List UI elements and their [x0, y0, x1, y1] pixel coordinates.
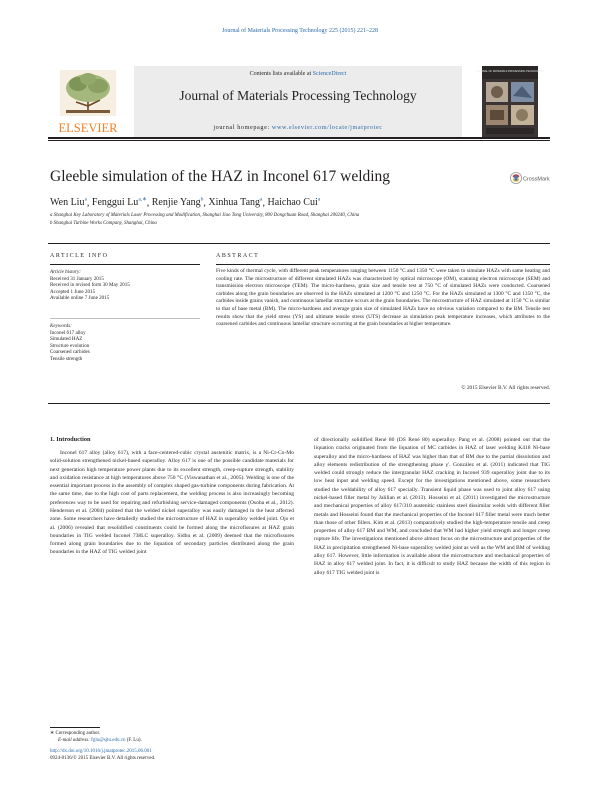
keyword: Coarsened carbides	[50, 349, 90, 355]
article-info-rule	[50, 264, 200, 265]
email-link[interactable]: fglu@sjtu.edu.cn	[91, 738, 126, 743]
author-list: Wen Liu$^a$, Fenggui $Lu^{a,∗}$, Renjie Yang$^b$, Xinhua Tang$^a$, Haichao Cui$^a$	[50, 197, 321, 209]
journal-cover-image	[468, 66, 548, 138]
issn-line: 0924-0136/© 2015 Elsevier B.V. All rights reserved.	[50, 756, 156, 761]
paragraph: of directionally solidified René 80 (DS René 80) superalloy. Pang et al. (2008) pointed out that the liquation cracks originated from the liquation of MC carbides in HAZ of laser welding K418 Ni-base superalloy and the micro-hardness of HAZ was higher than that of BM due to the partial dissolution and alloy elements redistribution of the strengthening phase γ′. González et al. (2011) indicated that TIG welded could strongly reduce the intergranular HAZ cracking in Inconel 939 superalloy joint due to its low heat input and welding speed. Except for the investigations mentioned above, some researchers studied the weldability of alloy 617 specially. Transient liquid phase was used to joint alloy 617 using nickel-based filler metal by Jalilian et al. (2013). Hosseini et al. (2011) investigated the microstructure and mechanical properties of alloy 617/310 austenitic stainless steel dissimilar welds with different filler metals and Hosseini found that the mechanical properties of the Inconel 617 filler metal were much better than those of other fillers. Kim et al. (2013) comparatively studied the high-temperature tensile and creep properties of alloy 617 BM and WM, and concluded that WM had higher yield strength and longer creep rupture life. The investigations mentioned above almost focus on the microstructure and properties of the HAZ in precipitation strengthened Ni-base superalloy welded joint as well as the WM and BM of welding alloy 617. However, little information is available about the microstructure and mechanical properties of HAZ in alloy 617 welded joint. In fact, it is difficult to study HAZ because the width of this region in alloy 617 TIG welded joint is	[314, 437, 550, 576]
contents-line: Contents lists available at ScienceDirect	[249, 71, 347, 77]
email-note: E-mail address: fglu@sjtu.edu.cn (F. Lu).	[58, 738, 142, 743]
abstract-rule	[216, 264, 550, 265]
article-history: Article history: Received 31 January 2015 Received in revised form 30 May 2015 Accepted 1 June 2015 Available online 7 June 2015	[50, 269, 200, 302]
journal-homepage: journal homepage: www.elsevier.com/locate/jmatprotec	[213, 124, 383, 131]
footnote-rule	[50, 727, 100, 728]
journal-name: Journal of Materials Processing Technology	[179, 88, 417, 103]
affiliation: b Shanghai Turbine Works Company, Shanghai, China	[50, 221, 157, 226]
svg-text:CrossMark: CrossMark	[523, 176, 550, 183]
keyword: Simulated HAZ	[50, 336, 83, 342]
doi-link[interactable]: http://dx.doi.org/10.1016/j.jmatprotec.2015.06.001	[50, 749, 152, 754]
masthead-rule-thin	[48, 140, 550, 141]
body-column-left	[50, 449, 294, 557]
keyword: Tensile strength	[50, 355, 83, 362]
front-matter-rule	[48, 243, 550, 244]
body-column-right	[314, 436, 550, 577]
history-item: Received in revised form 30 May 2015	[50, 282, 130, 288]
article-title: Gleeble simulation of the HAZ in Inconel 617 welding	[50, 168, 391, 185]
paragraph: Inconel 617 alloy (alloy 617), with a face-centered-cubic crystal austenitic matrix, is a Ni-Cr-Co-Mo solid-solution strengthened nickel-based superalloy. Alloy 617 is one of the possible candidate materials for next generation high temperature power plants due to its excellent strength, creep-rupture strength, stability and oxidation resistance at high temperatures above 750 °C (Viswanathan et al., 2005). Welding is one of the essential important process in the assembly of complex shaped gas-turbine components during fabrication. At the same time, due to the high cost of parts replacement, the welding process is also increasingly becoming preferences way to be used for repairing and refurbishing service-damaged components (Osoba et al., 2012). Henderson et al. (2004) pointed that the welded nickel superalloy was easily damaged in the heat affected zone. Some researchers have detailedly studied the microstructure of HAZ in superalloy welded joint. Ojo et al. (2006) revealed that resolidified constituents could be formed along the microfissures at HAZ grain boundaries in TIG welded Inconel 738LC superalloy. Sidhu et al. (2009) deemed that the microfissures formed along grain boundaries due to the liquation of secondary particles distributed along the grain boundaries in the HAZ of TIG welded joint	[50, 450, 294, 556]
author[interactable]: Wen Liu$^a$	[50, 197, 87, 209]
corresponding-author-note: ∗ Corresponding author.	[50, 731, 101, 736]
elsevier-logo[interactable]	[48, 66, 128, 138]
history-item: Accepted 1 June 2015	[50, 288, 96, 295]
section-heading: 1. Introduction	[50, 436, 91, 443]
abstract-end-rule	[48, 403, 550, 404]
journal-cover[interactable]	[468, 66, 548, 138]
running-header[interactable]: Journal of Materials Processing Technology 225 (2015) 221–228	[222, 28, 378, 34]
article-info-heading: ARTICLE INFO	[50, 253, 109, 259]
masthead	[48, 66, 548, 135]
sciencedirect-link[interactable]: ScienceDirect	[312, 71, 347, 77]
svg-text:JOURNAL OF MATERIALS PROCESSIN: JOURNAL OF MATERIALS PROCESSING TECHNOLOGY	[475, 70, 545, 73]
abstract-copyright: © 2015 Elsevier B.V. All rights reserved.	[461, 385, 550, 391]
author[interactable]: Renjie Yang$^b$	[151, 197, 204, 209]
author[interactable]: Xinhua Tang$^a$	[208, 197, 263, 209]
history-item: Available online 7 June 2015	[50, 295, 110, 301]
abstract-text: Five kinds of thermal cycle, with different peak temperatures ranging between 1150 °C and 1350 °C were taken to simulate HAZs with same heating and cooling rate. The microstructure of different simulated HAZs was characterized by optical microscope (OM), scanning electron microscope (SEM) and transmission electron microscope (TEM). The micro-hardness, grain size and tensile test at 750 °C of simulated HAZs were conducted. Coarsened carbides along the grain boundaries are observed in the HAZs simulated at 1200 °C and 1250 °C. For the HAZs simulated at 1300 °C and 1350 °C, the carbides inside grains vanish, and continuous lamellar structure occurs at the grain boundaries. The microstructure of HAZ simulated at 1150 °C is similar to that of base metal (BM). The micro-hardness and average grain size of simulated HAZs have no obvious variation compared to the BM. Tensile test results show that the yield stress (YS) and ultimate tensile stress (UTS) decrease as simulation peak temperature increases, which attributes to the coarsened carbides and continuous lamellar structure occurring at the grain boundaries at higher temperature.	[216, 268, 550, 328]
svg-text:ELSEVIER: ELSEVIER	[58, 121, 118, 135]
crossmark-badge[interactable]	[510, 171, 552, 185]
journal-banner	[134, 66, 462, 138]
abstract-heading: ABSTRACT	[216, 253, 260, 259]
keywords: Keywords: Inconel 617 alloy Simulated HAZ Structure evolution Coarsened carbides Tensile strength	[50, 323, 200, 362]
history-item: Received 31 January 2015	[50, 275, 104, 282]
keyword: Inconel 617 alloy	[50, 329, 86, 336]
crossmark-icon	[510, 171, 552, 185]
masthead-rule	[48, 137, 550, 139]
keyword: Structure evolution	[50, 342, 90, 349]
author[interactable]: Fenggui $Lu^{a,∗}$	[91, 197, 147, 209]
journal-homepage-link[interactable]: www.elsevier.com/locate/jmatprotec	[271, 124, 383, 131]
keywords-rule	[50, 318, 200, 319]
elsevier-tree-icon	[48, 66, 128, 138]
affiliation: a Shanghai Key Laboratory of Materials Laser Processing and Modification, Shanghai Jiao Tong University, 800 Dongchuan Road, Shanghai 200240, China	[50, 213, 360, 218]
author[interactable]: Haichao Cui$^a$	[267, 197, 321, 209]
